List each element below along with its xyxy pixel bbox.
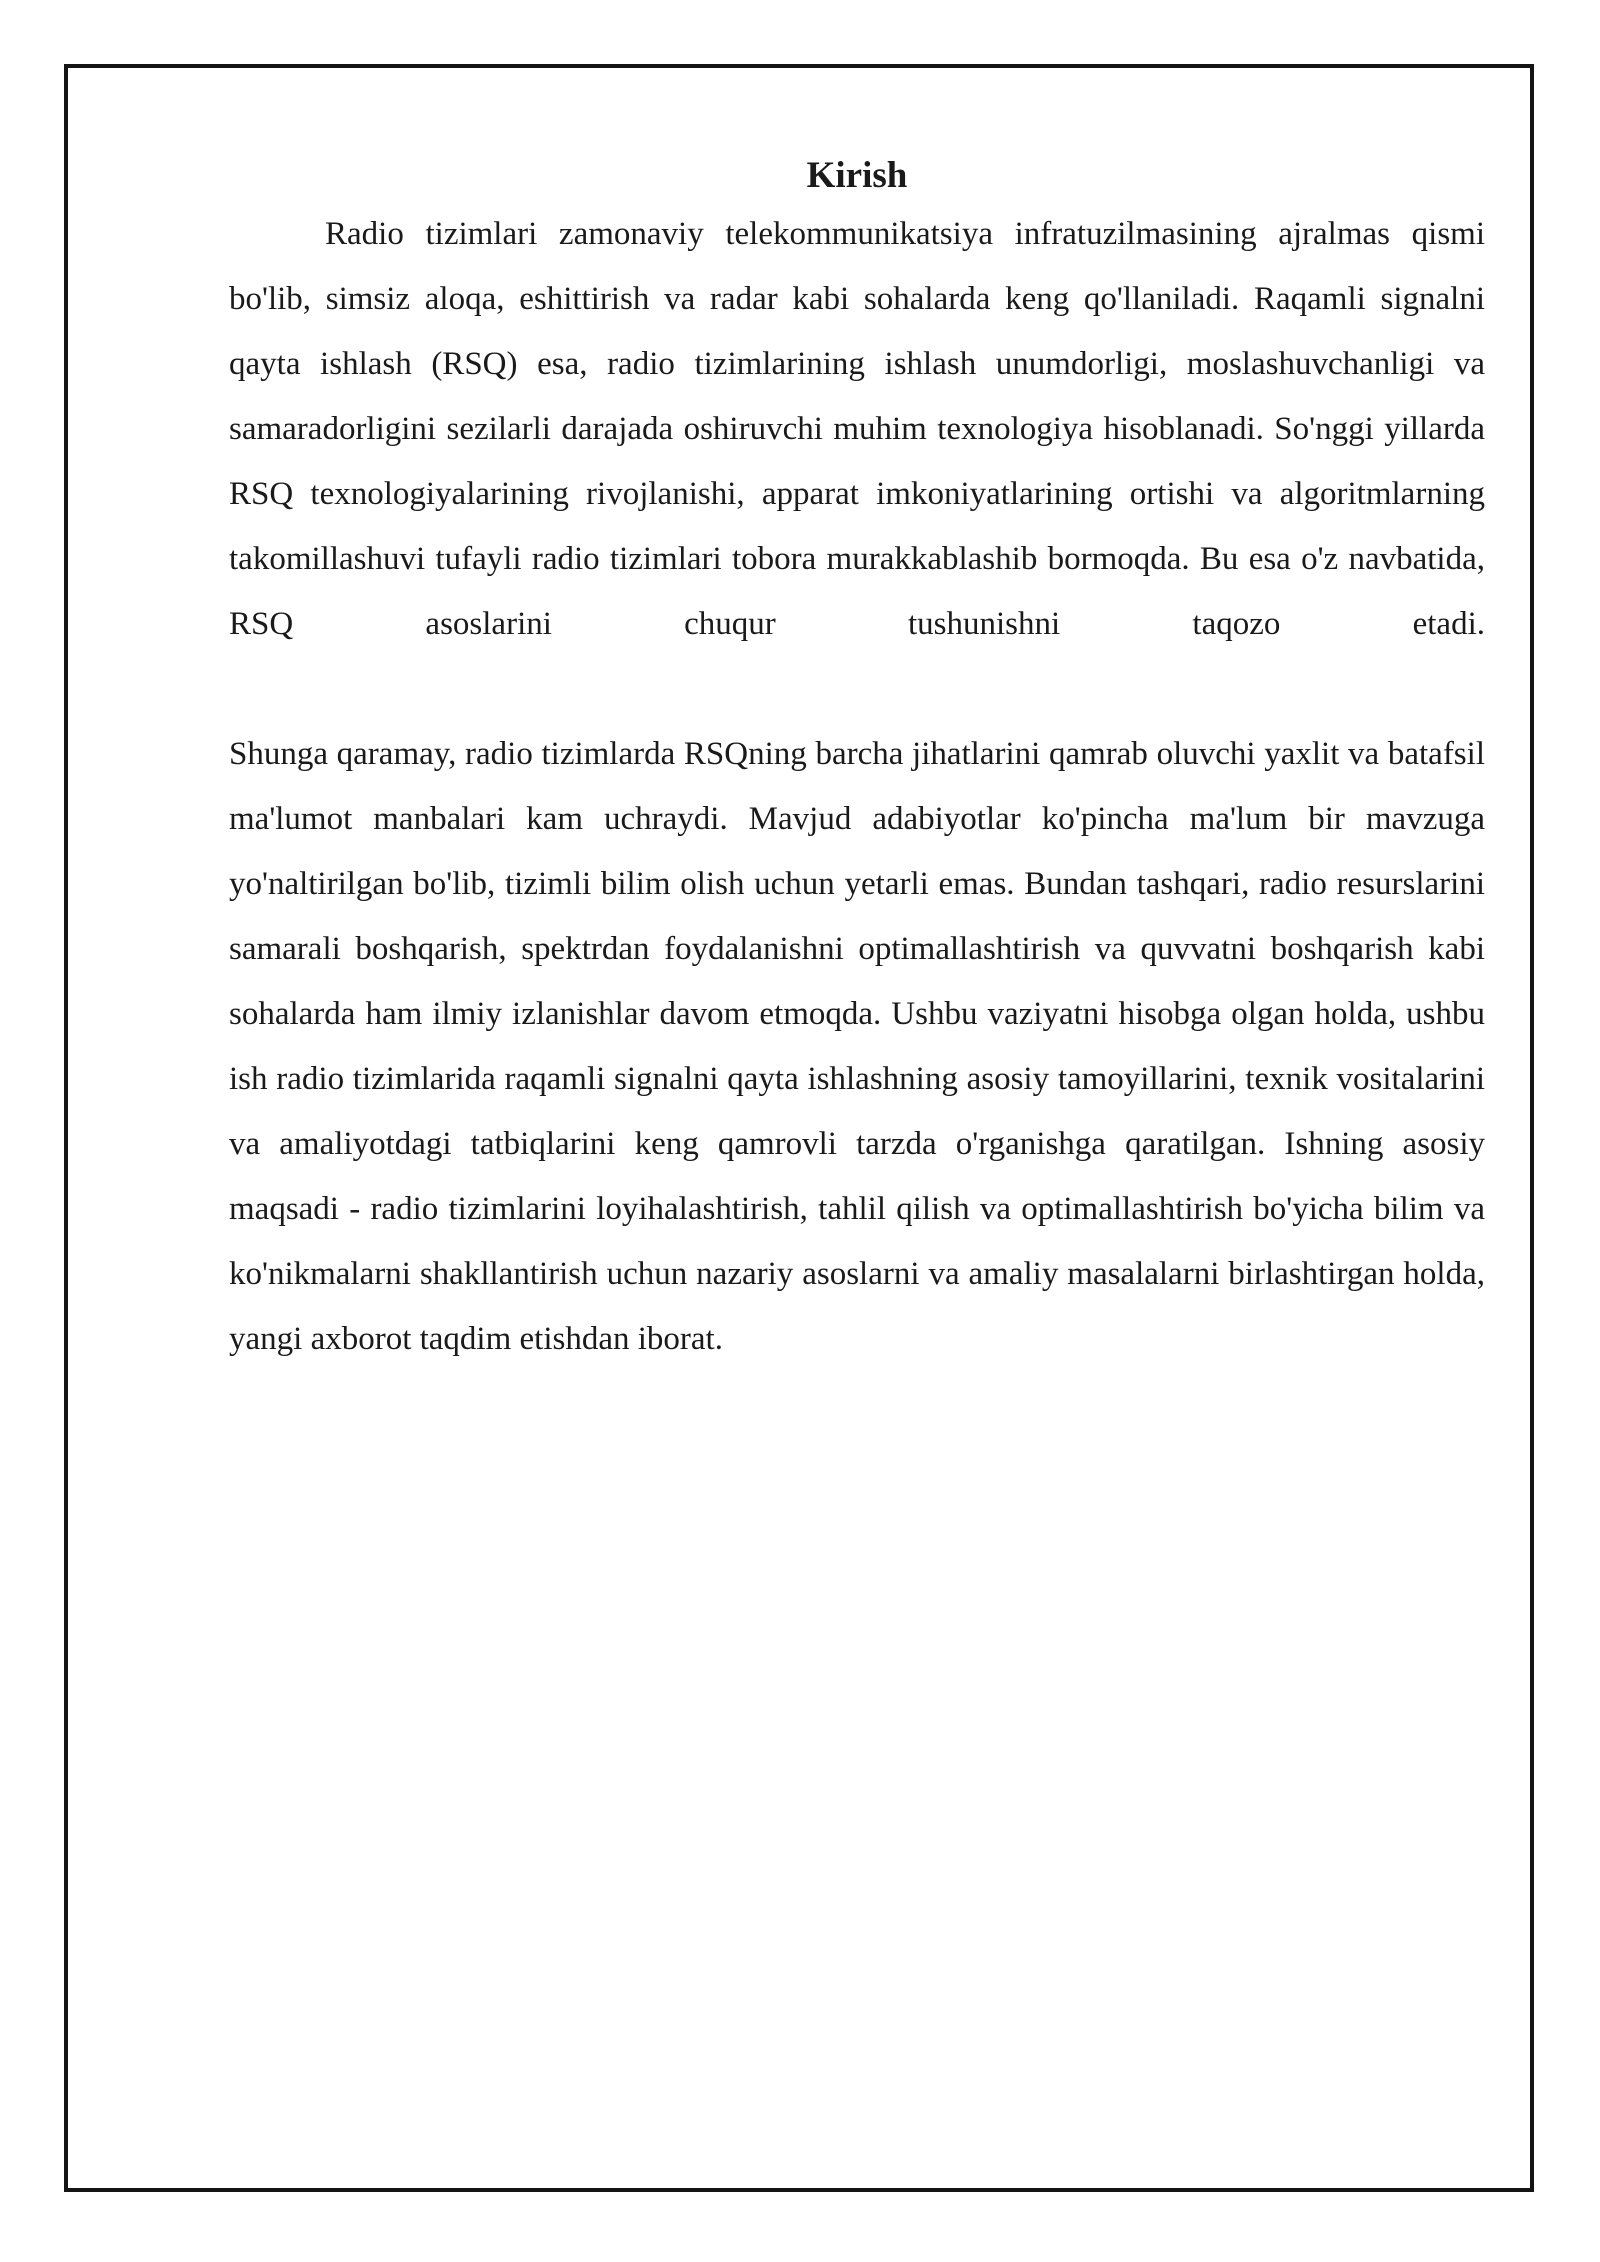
document-body — [229, 150, 1485, 1372]
document-title: Kirish — [806, 155, 908, 196]
paragraph-spacer — [229, 657, 1485, 722]
paragraph-intro: Radio tizimlari zamonaviy telekommunikatsiya infratuzilmasining ajralmas qismi bo'lib, simsiz aloqa, eshittirish va radar kabi sohalarda keng qo'llaniladi. Raqamli signalni qayta ishlash (RSQ) esa, radio tizimlarining ishlash unumdorligi, moslashuvchanligi va samaradorligini sezilarli darajada oshiruvchi muhim texnologiya hisoblanadi. So'nggi yillarda RSQ texnologiyalarining rivojlanishi, apparat imkoniyatlarining ortishi va algoritmlarning takomillashuvi tufayli radio tizimlari tobora murakkablashib bormoqda. Bu esa o'z navbatida, RSQ asoslarini chuqur tushunishni taqozo etadi. — [229, 216, 1485, 642]
paragraph-purpose: Shunga qaramay, radio tizimlarda RSQning barcha jihatlarini qamrab oluvchi yaxlit va batafsil ma'lumot manbalari kam uchraydi. Mavjud adabiyotlar ko'pincha ma'lum bir mavzuga yo'naltirilgan bo'lib, tizimli bilim olish uchun yetarli emas. Bundan tashqari, radio resurslarini samarali boshqarish, spektrdan foydalanishni optimallashtirish va quvvatni boshqarish kabi sohalarda ham ilmiy izlanishlar davom etmoqda. Ushbu vaziyatni hisobga olgan holda, ushbu ish radio tizimlarida raqamli signalni qayta ishlashning asosiy tamoyillarini, texnik vositalarini va amaliyotdagi tatbiqlarini keng qamrovli tarzda o'rganishga qaratilgan. Ishning asosiy maqsadi - radio tizimlarini loyihalashtirish, tahlil qilish va optimallashtirish bo'yicha bilim va ko'nikmalarni shakllantirish uchun nazariy asoslarni va amaliy masalalarni birlashtirgan holda, yangi axborot taqdim etishdan iborat. — [229, 736, 1485, 1357]
